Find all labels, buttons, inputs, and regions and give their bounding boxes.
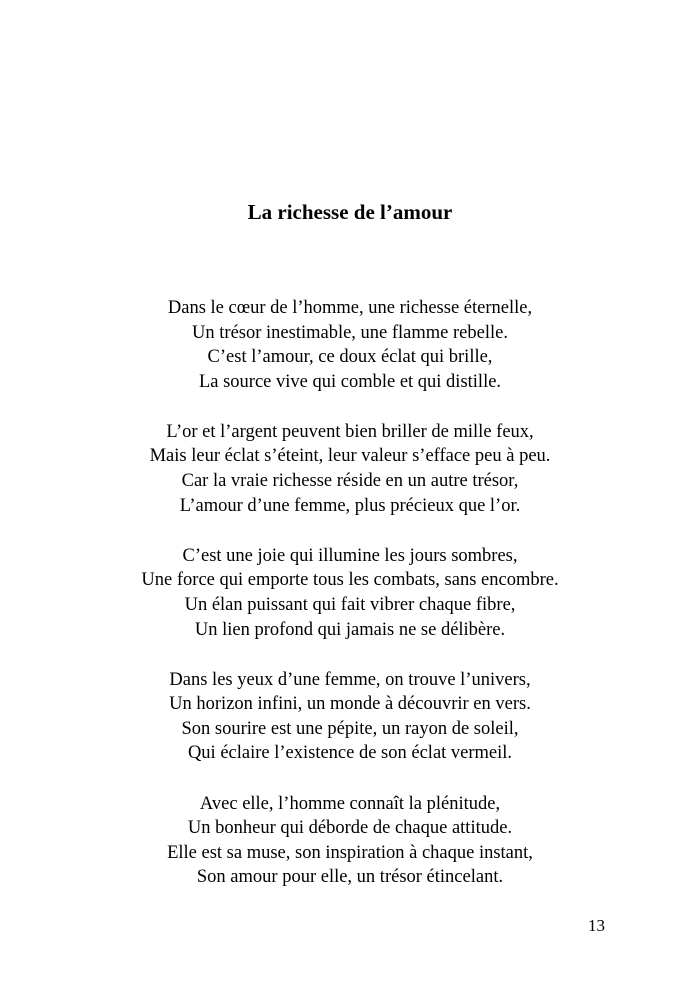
verse-line: Elle est sa muse, son inspiration à chaque instant,: [167, 842, 533, 863]
verse-line: Un lien profond qui jamais ne se délibère.: [194, 619, 506, 640]
stanza-5: [0, 792, 700, 890]
verse-line: Un bonheur qui déborde de chaque attitude.: [187, 818, 513, 839]
page-number: 13: [588, 916, 605, 935]
verse-line: Son amour pour elle, un trésor étincelant.: [196, 867, 504, 888]
poem-title: La richesse de l’amour: [247, 200, 453, 224]
stanza-4: [0, 668, 700, 766]
verse-line: Dans le cœur de l’homme, une richesse éternelle,: [167, 298, 533, 318]
verse-line: L’or et l’argent peuvent bien briller de mille feux,: [166, 421, 534, 442]
verse-line: Son sourire est une pépite, un rayon de soleil,: [181, 718, 519, 739]
verse-line: Un horizon infini, un monde à découvrir en vers.: [169, 694, 531, 715]
verse-line: Mais leur éclat s’éteint, leur valeur s’efface peu à peu.: [149, 446, 551, 467]
stanza-2: [0, 420, 700, 518]
verse-line: C’est une joie qui illumine les jours sombres,: [182, 545, 518, 566]
verse-line: Car la vraie richesse réside en un autre trésor,: [181, 471, 519, 492]
verse-line: Un trésor inestimable, une flamme rebelle.: [192, 322, 508, 343]
verse-line: Avec elle, l’homme connaît la plénitude,: [199, 793, 501, 814]
verse-line: Qui éclaire l’existence de son éclat vermeil.: [187, 743, 513, 764]
verse-line: L’amour d’une femme, plus précieux que l’or.: [179, 495, 521, 516]
verse-line: Un élan puissant qui fait vibrer chaque fibre,: [184, 594, 516, 615]
verse-line: C’est l’amour, ce doux éclat qui brille,: [207, 347, 493, 368]
verse-line: Une force qui emporte tous les combats, sans encombre.: [141, 570, 559, 591]
verse-line: Dans les yeux d’une femme, on trouve l’univers,: [169, 669, 531, 690]
verse-line: La source vive qui comble et qui distille.: [198, 371, 502, 392]
poem-body: [0, 296, 700, 915]
stanza-3: [0, 544, 700, 642]
stanza-1: [0, 296, 700, 394]
